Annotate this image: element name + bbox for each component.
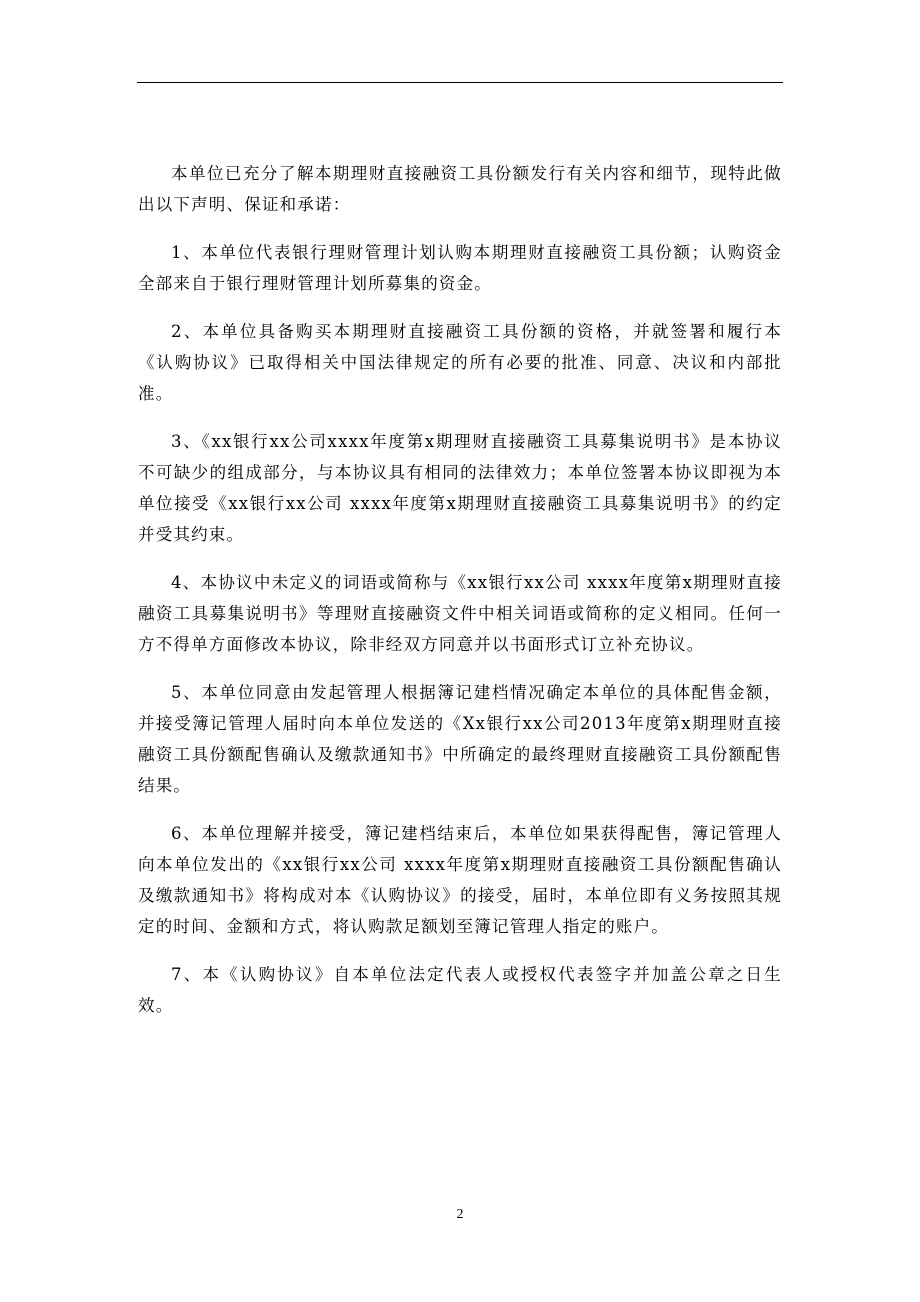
header-rule xyxy=(137,82,783,83)
clause-3: 3、《xx银行xx公司xxxx年度第x期理财直接融资工具募集说明书》是本协议不可缺少的组成部分，与本协议具有相同的法律效力；本单位签署本协议即视为本单位接受《xx银行xx公司 xxxx年度第x期理财直接融资工具募集说明书》的约定并受其约束。 xyxy=(138,432,782,544)
intro-paragraph: 本单位已充分了解本期理财直接融资工具份额发行有关内容和细节，现特此做出以下声明、保证和承诺： xyxy=(138,164,782,214)
clause-7: 7、本《认购协议》自本单位法定代表人或授权代表签字并加盖公章之日生效。 xyxy=(138,965,782,1015)
page-number: 2 xyxy=(456,1207,464,1222)
document-body xyxy=(138,158,782,1038)
clause-4: 4、本协议中未定义的词语或简称与《xx银行xx公司 xxxx年度第x期理财直接融资工具募集说明书》等理财直接融资文件中相关词语或简称的定义相同。任何一方不得单方面修改本协议，除非经双方同意并以书面形式订立补充协议。 xyxy=(138,573,782,654)
clause-2: 2、本单位具备购买本期理财直接融资工具份额的资格，并就签署和履行本《认购协议》已取得相关中国法律规定的所有必要的批准、同意、决议和内部批准。 xyxy=(138,322,782,403)
clause-6: 6、本单位理解并接受，簿记建档结束后，本单位如果获得配售，簿记管理人向本单位发出的《xx银行xx公司 xxxx年度第x期理财直接融资工具份额配售确认及缴款通知书》将构成对本《认购协议》的接受，届时，本单位即有义务按照其规定的时间、金额和方式，将认购款足额划至簿记管理人指定的账户。 xyxy=(138,824,782,936)
clause-1: 1、本单位代表银行理财管理计划认购本期理财直接融资工具份额；认购资金全部来自于银行理财管理计划所募集的资金。 xyxy=(138,243,782,293)
clause-5: 5、本单位同意由发起管理人根据簿记建档情况确定本单位的具体配售金额，并接受簿记管理人届时向本单位发送的《Xx银行xx公司2013年度第x期理财直接融资工具份额配售确认及缴款通知书》中所确定的最终理财直接融资工具份额配售结果。 xyxy=(138,683,782,795)
